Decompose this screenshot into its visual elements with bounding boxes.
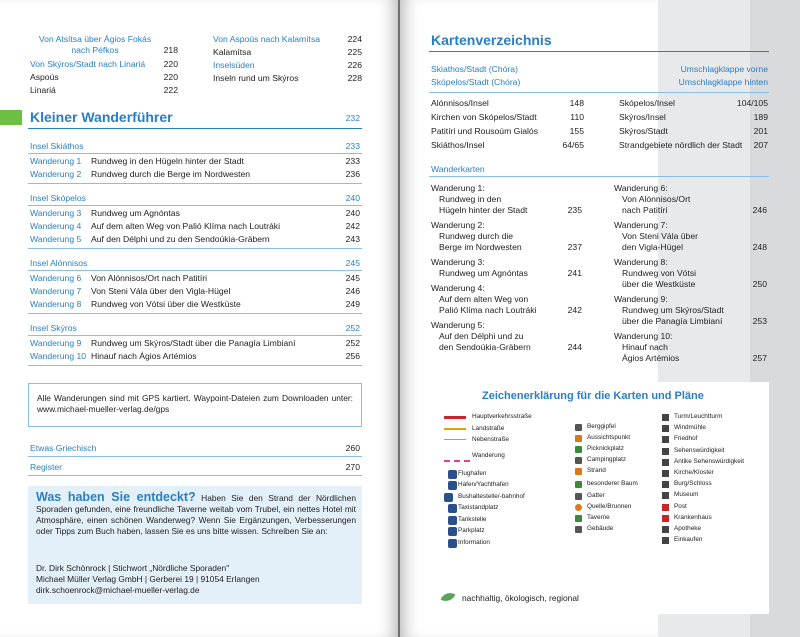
wanderkarte-page: 250 bbox=[752, 279, 767, 289]
wanderkarte-text: über die Westküste bbox=[622, 279, 696, 289]
address-block bbox=[36, 563, 260, 596]
legend-label: Aussichtspunkt bbox=[587, 434, 630, 441]
wanderkarte-text: über die Panagía Limbianí bbox=[622, 316, 723, 326]
wanderkarte-text: Rundweg um Skýros/Stadt bbox=[622, 305, 724, 315]
toc-page: 224 bbox=[347, 34, 362, 44]
map-entry[interactable]: Kirchen von Skópelos/Stadt bbox=[431, 112, 537, 122]
wanderkarte-page: 242 bbox=[567, 305, 582, 315]
toc-page: 225 bbox=[347, 47, 362, 57]
wanderkarte-label[interactable]: Wanderung 2: bbox=[431, 220, 485, 230]
wanderfuehrer-title: Kleiner Wanderführer bbox=[30, 109, 173, 125]
wanderkarte-text: Berge im Nordwesten bbox=[439, 242, 522, 252]
island-page: 245 bbox=[345, 258, 360, 268]
wanderkarte-text: Rundweg durch die bbox=[439, 231, 514, 241]
wanderkarte-label[interactable]: Wanderung 4: bbox=[431, 283, 485, 293]
wanderung-label[interactable]: Wanderung 1 bbox=[30, 156, 82, 166]
wanderkarte-page: 246 bbox=[752, 205, 767, 215]
legend-symbol-icon bbox=[448, 470, 457, 479]
wanderung-page: 243 bbox=[345, 234, 360, 244]
map-entry[interactable]: Skiathos/Stadt (Chóra) bbox=[431, 64, 518, 74]
legend-label: Tankstelle bbox=[458, 515, 487, 523]
wanderkarte-text: Ágios Artémios bbox=[622, 353, 680, 363]
divider bbox=[28, 475, 362, 476]
wanderkarte-label[interactable]: Wanderung 3: bbox=[431, 257, 485, 267]
legend-symbol-icon bbox=[575, 468, 582, 475]
legend-symbol-icon bbox=[662, 414, 669, 421]
map-page: 64/65 bbox=[562, 140, 584, 150]
legend-label: Museum bbox=[674, 491, 699, 499]
heading-rule bbox=[28, 128, 362, 129]
feedback-body: Haben Sie den Strand der Nördlichen Sporaden gefunden, eine freundliche Taverne weitab vom Trubel, ein nettes Hotel mit Atmosphäre, einen schönen Wanderweg? Wenn Sie Ergänzungen, Verbesserungen oder Tipps zum Buch haben, lassen Sie es uns bitte wissen. Schreiben Sie an: bbox=[36, 493, 356, 536]
gps-note: Alle Wanderungen sind mit GPS kartiert. Waypoint-Dateien zum Downloaden unter: www.michael-mueller-verlag.de/gps bbox=[37, 393, 353, 414]
toc-entry[interactable]: Von Aspoús nach Kalamítsa bbox=[213, 34, 321, 44]
wanderkarte-text: den Sendoúkia-Gräbern bbox=[439, 342, 531, 352]
map-entry[interactable]: Skópelos/Insel bbox=[619, 98, 675, 108]
divider bbox=[28, 248, 362, 249]
register-page: 270 bbox=[345, 462, 360, 472]
wanderung-page: 233 bbox=[345, 156, 360, 166]
wanderung-page: 242 bbox=[345, 221, 360, 231]
griechisch-page: 260 bbox=[345, 443, 360, 453]
wanderung-label[interactable]: Wanderung 9 bbox=[30, 338, 82, 348]
map-page: 110 bbox=[570, 112, 584, 122]
map-page: 104/105 bbox=[736, 98, 768, 108]
map-page: 207 bbox=[753, 140, 768, 150]
divider bbox=[429, 92, 769, 93]
wanderung-label[interactable]: Wanderung 6 bbox=[30, 273, 82, 283]
wanderkarte-text: Auf den Délphi und zu bbox=[439, 331, 524, 341]
legend-symbol-icon bbox=[575, 457, 582, 464]
legend-symbol-icon bbox=[575, 424, 582, 431]
wanderkarte-text: Palió Klíma nach Loutráki bbox=[439, 305, 537, 315]
legend-symbol-icon bbox=[575, 526, 582, 533]
legend-label: Taxistandplatz bbox=[458, 504, 499, 511]
legend-symbol-icon bbox=[575, 435, 582, 442]
island-heading[interactable]: Insel Alónnisos bbox=[30, 258, 88, 268]
toc-page: 222 bbox=[163, 85, 178, 95]
legend-symbol-icon bbox=[448, 481, 457, 490]
island-page: 233 bbox=[345, 141, 360, 151]
legend-symbol-icon bbox=[444, 493, 453, 502]
wanderkarte-text: den Vigla-Hügel bbox=[622, 242, 683, 252]
address-line: Dr. Dirk Schönrock | Stichwort „Nördliche Sporaden" bbox=[36, 563, 230, 573]
wanderkarte-text: Rundweg um Agnóntas bbox=[439, 268, 528, 278]
map-entry[interactable]: Strandgebiete nördlich der Stadt bbox=[619, 140, 743, 150]
map-entry[interactable]: Skópelos/Stadt (Chóra) bbox=[431, 77, 521, 87]
legend-label: Bushaltestelle/-bahnhof bbox=[458, 492, 525, 500]
legend-symbol-icon bbox=[444, 428, 466, 430]
toc-page: 226 bbox=[347, 60, 362, 70]
legend-symbol-icon bbox=[448, 527, 457, 536]
wanderung-page: 245 bbox=[345, 273, 360, 283]
wanderkarte-label[interactable]: Wanderung 10: bbox=[614, 331, 673, 341]
divider bbox=[28, 313, 362, 314]
wanderfuehrer-page: 232 bbox=[345, 113, 360, 123]
map-entry[interactable]: Skýros/Insel bbox=[619, 112, 666, 122]
map-page: 201 bbox=[753, 126, 768, 136]
map-page: 189 bbox=[753, 112, 768, 122]
divider bbox=[28, 270, 362, 271]
legend-symbol-icon bbox=[444, 439, 466, 440]
wanderung-title: Auf dem alten Weg von Palió Klíma nach Loutráki bbox=[91, 221, 281, 231]
legend-label: Turm/Leuchtturm bbox=[674, 413, 723, 420]
legend-symbol-icon bbox=[448, 516, 457, 525]
wanderkarte-text: Von Steni Vála über bbox=[622, 231, 698, 241]
legend-symbol-icon bbox=[662, 425, 669, 432]
legend-label: Nebenstraße bbox=[472, 436, 509, 443]
map-page: 148 bbox=[569, 98, 584, 108]
legend-label: Strand bbox=[587, 467, 606, 474]
eco-label: nachhaltig, ökologisch, regional bbox=[462, 593, 579, 603]
map-entry[interactable]: Skýros/Stadt bbox=[619, 126, 668, 136]
legend-label: Hauptverkehrsstraße bbox=[472, 413, 532, 420]
griechisch-link[interactable]: Etwas Griechisch bbox=[30, 443, 97, 453]
legend-symbol-icon bbox=[448, 539, 457, 548]
gps-note-box bbox=[28, 383, 362, 427]
map-entry[interactable]: Patitíri und Rousoúm Gialós bbox=[431, 126, 538, 136]
divider bbox=[28, 365, 362, 366]
legend-label: Landstraße bbox=[472, 424, 505, 432]
wanderung-title: Rundweg um Skýros/Stadt über die Panagía Limbianí bbox=[91, 338, 296, 348]
wanderung-page: 246 bbox=[345, 286, 360, 296]
toc-page: 218 bbox=[163, 45, 178, 55]
legend-symbol-icon bbox=[662, 481, 669, 488]
wanderkarte-label[interactable]: Wanderung 7: bbox=[614, 220, 668, 230]
legend-label: Hafen/Yachthafen bbox=[458, 481, 509, 488]
wanderung-page: 240 bbox=[345, 208, 360, 218]
legend-symbol-icon bbox=[575, 504, 582, 511]
legend-symbol-icon bbox=[662, 504, 669, 511]
wanderung-page: 252 bbox=[345, 338, 360, 348]
divider bbox=[28, 183, 362, 184]
legend-label: Picknickplatz bbox=[587, 445, 624, 452]
section-marker bbox=[0, 110, 22, 125]
map-entry[interactable]: Skiáthos/Insel bbox=[431, 140, 485, 150]
legend-symbol-icon bbox=[575, 446, 582, 453]
legend-symbol-icon bbox=[662, 515, 669, 522]
island-page: 252 bbox=[345, 323, 360, 333]
legend-label: Gatter bbox=[587, 492, 605, 499]
wanderkarte-page: 237 bbox=[567, 242, 582, 252]
wanderung-label[interactable]: Wanderung 10 bbox=[30, 351, 87, 361]
legend-symbol-icon bbox=[575, 515, 582, 522]
legend-label: Kirche/Kloster bbox=[674, 469, 714, 476]
wanderung-page: 249 bbox=[345, 299, 360, 309]
wanderkarte-label[interactable]: Wanderung 9: bbox=[614, 294, 668, 304]
legend-label: Information bbox=[458, 538, 490, 546]
wanderkarte-text: Rundweg von Vótsi bbox=[622, 268, 697, 278]
right-page bbox=[400, 0, 800, 637]
wanderkarte-page: 244 bbox=[567, 342, 582, 352]
legend-label: besonderer Baum bbox=[587, 479, 638, 487]
feedback-title: Was haben Sie entdeckt? bbox=[36, 490, 196, 504]
wanderkarte-page: 253 bbox=[752, 316, 767, 326]
wanderkarte-text: nach Patitíri bbox=[622, 205, 668, 215]
feedback-body-wrap bbox=[36, 492, 356, 537]
island-heading[interactable]: Insel Skópelos bbox=[30, 193, 86, 203]
map-entry[interactable]: Alónnisos/Insel bbox=[431, 98, 489, 108]
wanderung-title: Von Alónnisos/Ort nach Patitíri bbox=[91, 273, 208, 283]
wanderung-title: Hinauf nach Ágios Artémios bbox=[91, 351, 197, 361]
toc-entry[interactable]: Von Skýros/Stadt nach Linariá bbox=[30, 59, 146, 69]
left-page bbox=[0, 0, 398, 637]
address-email[interactable]: dirk.schoenrock@michael-mueller-verlag.de bbox=[36, 585, 200, 595]
legend-label: Einkaufen bbox=[674, 536, 703, 544]
legend-label: Apotheke bbox=[674, 525, 702, 532]
map-page: 155 bbox=[569, 126, 584, 136]
toc-entry[interactable]: Kalamítsa bbox=[213, 47, 252, 57]
legend-symbol-icon bbox=[444, 450, 470, 462]
legend-symbol-icon bbox=[662, 537, 669, 544]
legend-label: Wanderung bbox=[472, 451, 505, 459]
legend-symbol-icon bbox=[662, 436, 669, 443]
wanderung-title: Rundweg um Agnóntas bbox=[91, 208, 180, 218]
legend-symbol-icon bbox=[662, 526, 669, 533]
toc-entry[interactable]: Von Atsítsa über Ágios Fokás nach Péfkos bbox=[38, 34, 152, 55]
wanderung-label[interactable]: Wanderung 8 bbox=[30, 299, 82, 309]
legend-symbol-icon bbox=[662, 448, 669, 455]
legend-label: Campingplatz bbox=[587, 456, 627, 463]
wanderkarte-page: 248 bbox=[752, 242, 767, 252]
wanderkarte-page: 257 bbox=[752, 353, 767, 363]
wanderkarte-page: 235 bbox=[567, 205, 582, 215]
island-heading[interactable]: Insel Skýros bbox=[30, 323, 77, 333]
wanderkarte-label[interactable]: Wanderung 5: bbox=[431, 320, 485, 330]
register-link[interactable]: Register bbox=[30, 462, 62, 472]
legend-label: Quelle/Brunnen bbox=[587, 503, 632, 510]
wanderkarte-text: Hügeln hinter der Stadt bbox=[439, 205, 528, 215]
wanderkarte-text: Rundweg in den bbox=[439, 194, 502, 204]
legend-label: Taverne bbox=[587, 514, 610, 521]
wanderkarte-text: Von Alónnisos/Ort bbox=[622, 194, 691, 204]
divider bbox=[28, 153, 362, 154]
legend-label: Gebäude bbox=[587, 525, 614, 532]
wanderung-label[interactable]: Wanderung 7 bbox=[30, 286, 82, 296]
wanderung-page: 236 bbox=[345, 169, 360, 179]
legend-symbol-icon bbox=[575, 481, 582, 488]
legend-symbol-icon bbox=[662, 470, 669, 477]
wanderung-title: Rundweg in den Hügeln hinter der Stadt bbox=[91, 156, 244, 166]
address-line: Michael Müller Verlag GmbH | Gerberei 19 | 91054 Erlangen bbox=[36, 574, 260, 584]
legend-title: Zeichenerklärung für die Karten und Pläne bbox=[482, 390, 704, 402]
legend-label: Burg/Schloss bbox=[674, 480, 712, 488]
toc-page: 228 bbox=[347, 73, 362, 83]
toc-page: 220 bbox=[163, 59, 178, 69]
legend-label: Berggipfel bbox=[587, 423, 616, 430]
divider bbox=[28, 456, 362, 457]
wanderkarten-title: Wanderkarten bbox=[431, 164, 485, 174]
legend-symbol-icon bbox=[662, 459, 669, 466]
legend-label: Post bbox=[674, 502, 687, 510]
legend-symbol-icon bbox=[575, 493, 582, 500]
wanderkarte-text: Auf dem alten Weg von bbox=[439, 294, 529, 304]
legend-label: Antike Sehenswürdigkeit bbox=[674, 457, 744, 465]
toc-entry[interactable]: Aspoús bbox=[30, 72, 59, 82]
legend-label: Krankenhaus bbox=[674, 513, 712, 521]
toc-entry[interactable]: Inseln rund um Skýros bbox=[213, 73, 299, 83]
heading-rule bbox=[429, 51, 769, 52]
wanderkarte-label[interactable]: Wanderung 6: bbox=[614, 183, 668, 193]
wanderung-title: Auf den Délphi und zu den Sendoúkia-Gräbern bbox=[91, 234, 270, 244]
toc-page: 220 bbox=[163, 72, 178, 82]
legend-label: Flughafen bbox=[458, 469, 487, 477]
wanderkarte-page: 241 bbox=[567, 268, 582, 278]
toc-entry[interactable]: Inselsüden bbox=[213, 60, 255, 70]
wanderung-title: Von Steni Vála über den Vigla-Hügel bbox=[91, 286, 231, 296]
wanderung-title: Rundweg von Vótsi über die Westküste bbox=[91, 299, 241, 309]
wanderung-label[interactable]: Wanderung 2 bbox=[30, 169, 82, 179]
divider bbox=[28, 205, 362, 206]
divider bbox=[28, 335, 362, 336]
wanderkarte-text: Hinauf nach bbox=[622, 342, 668, 352]
island-page: 240 bbox=[345, 193, 360, 203]
wanderung-label[interactable]: Wanderung 4 bbox=[30, 221, 82, 231]
legend-symbol-icon bbox=[444, 416, 466, 419]
legend-symbol-icon bbox=[662, 492, 669, 499]
map-location: Umschlagklappe hinten bbox=[678, 77, 768, 87]
legend-symbol-icon bbox=[448, 504, 457, 513]
legend-label: Parkplatz bbox=[458, 527, 485, 534]
island-heading[interactable]: Insel Skiáthos bbox=[30, 141, 84, 151]
map-location: Umschlagklappe vorne bbox=[680, 64, 768, 74]
divider bbox=[429, 176, 769, 177]
wanderung-title: Rundweg durch die Berge im Nordwesten bbox=[91, 169, 251, 179]
wanderung-label[interactable]: Wanderung 3 bbox=[30, 208, 82, 218]
wanderung-page: 256 bbox=[345, 351, 360, 361]
wanderung-label[interactable]: Wanderung 5 bbox=[30, 234, 82, 244]
toc-entry[interactable]: Linariá bbox=[30, 85, 56, 95]
legend-label: Windmühle bbox=[674, 424, 706, 432]
legend-label: Friedhof bbox=[674, 435, 698, 443]
wanderkarte-label[interactable]: Wanderung 1: bbox=[431, 183, 485, 193]
wanderkarte-label[interactable]: Wanderung 8: bbox=[614, 257, 668, 267]
kartenverzeichnis-title: Kartenverzeichnis bbox=[431, 32, 552, 48]
legend-label: Sehenswürdigkeit bbox=[674, 446, 725, 454]
